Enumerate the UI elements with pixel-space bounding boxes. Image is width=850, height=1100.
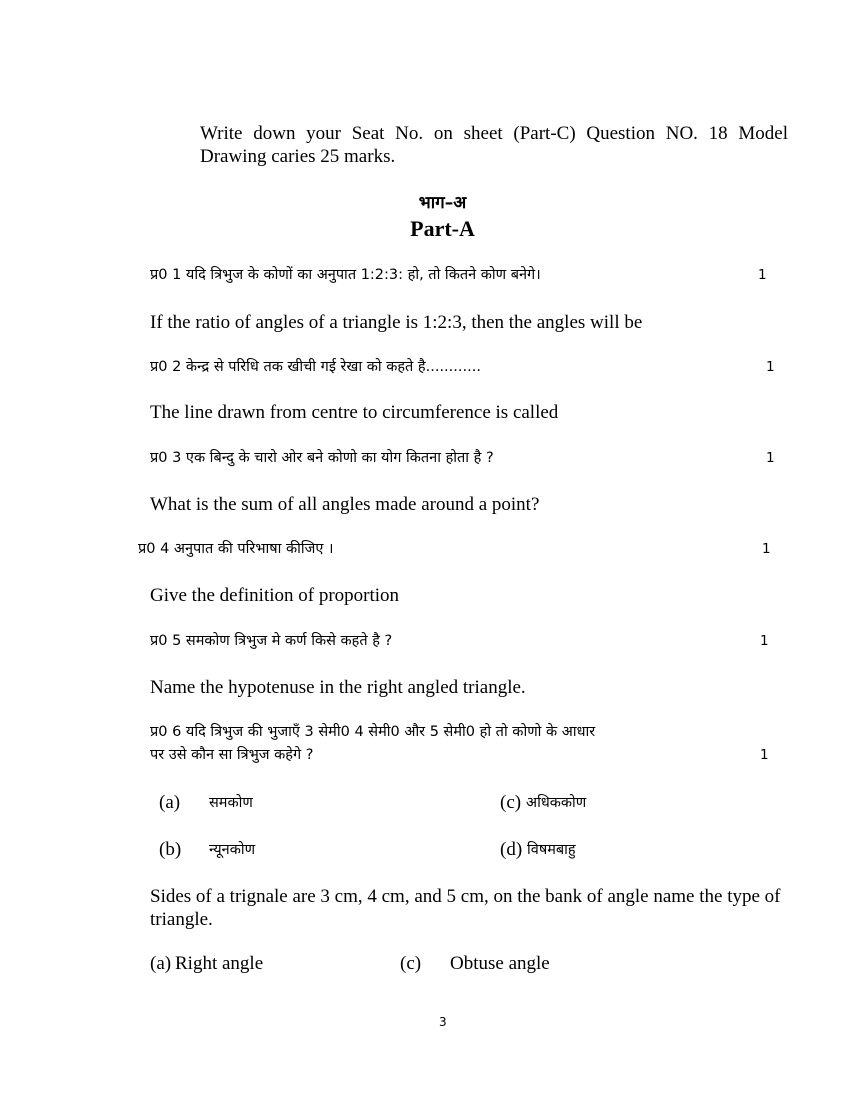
question-3-hindi: प्र0 3 एक बिन्दु के चारो ओर बने कोणो का योग कितना होता है ? [150,450,494,466]
question-5-hindi: प्र0 5 समकोण त्रिभुज मे कर्ण किसे कहते है ? [150,633,393,649]
option-a-label: (a) [159,792,181,813]
question-4-marks: 1 [762,541,771,557]
option-english-c-text: Obtuse angle [450,953,550,974]
option-english-a-text: Right angle [175,953,264,974]
option-c-text: अधिककोण [526,795,587,811]
question-4-english: Give the definition of proportion [150,585,400,606]
question-6-english: Sides of a trignale are 3 cm, 4 cm, and 5 cm, on the bank of angle name the type of triangle. [150,886,781,930]
question-2-hindi: प्र0 2 केन्द्र से परिधि तक खीची गई रेखा को कहते है............ [150,359,481,375]
option-b-text: न्यूनकोण [209,842,256,858]
question-6-marks: 1 [760,747,769,763]
question-6-hindi-line-1: प्र0 6 यदि त्रिभुज की भुजाएँ 3 सेमी0 4 सेमी0 और 5 सेमी0 हो तो कोणो के आधार [150,724,596,740]
question-1-english: If the ratio of angles of a triangle is 1:2:3, then the angles will be [150,312,643,333]
option-c-label: (c) [500,792,522,813]
option-d-text: विषमबाहु [527,842,576,858]
option-b-label: (b) [159,839,182,860]
page-number: 3 [439,1015,447,1029]
question-6-hindi-line-2: पर उसे कौन सा त्रिभुज कहेगे ? [150,747,314,763]
question-4-hindi: प्र0 4 अनुपात की परिभाषा कीजिए । [138,541,334,557]
question-1-marks: 1 [758,267,767,283]
option-a-text: समकोण [209,795,253,811]
question-1-hindi: प्र0 1 यदि त्रिभुज के कोणों का अनुपात 1:2:3: हो, तो कितने कोण बनेगे। [150,267,541,283]
section-title-hindi: भाग–अ [418,193,467,213]
option-english-c-label: (c) [400,953,422,974]
question-3-english: What is the sum of all angles made around a point? [150,494,540,515]
question-3-marks: 1 [766,450,775,466]
question-5-english: Name the hypotenuse in the right angled triangle. [150,677,526,698]
option-english-a-label: (a) [150,953,172,974]
question-2-marks: 1 [766,359,775,375]
question-5-marks: 1 [760,633,769,649]
instructions: Write down your Seat No. on sheet (Part-C) Question NO. 18 Model Drawing caries 25 marks. [200,123,788,167]
section-title-english: Part-A [410,216,475,241]
option-d-label: (d) [500,839,523,860]
question-2-english: The line drawn from centre to circumference is called [150,402,559,423]
